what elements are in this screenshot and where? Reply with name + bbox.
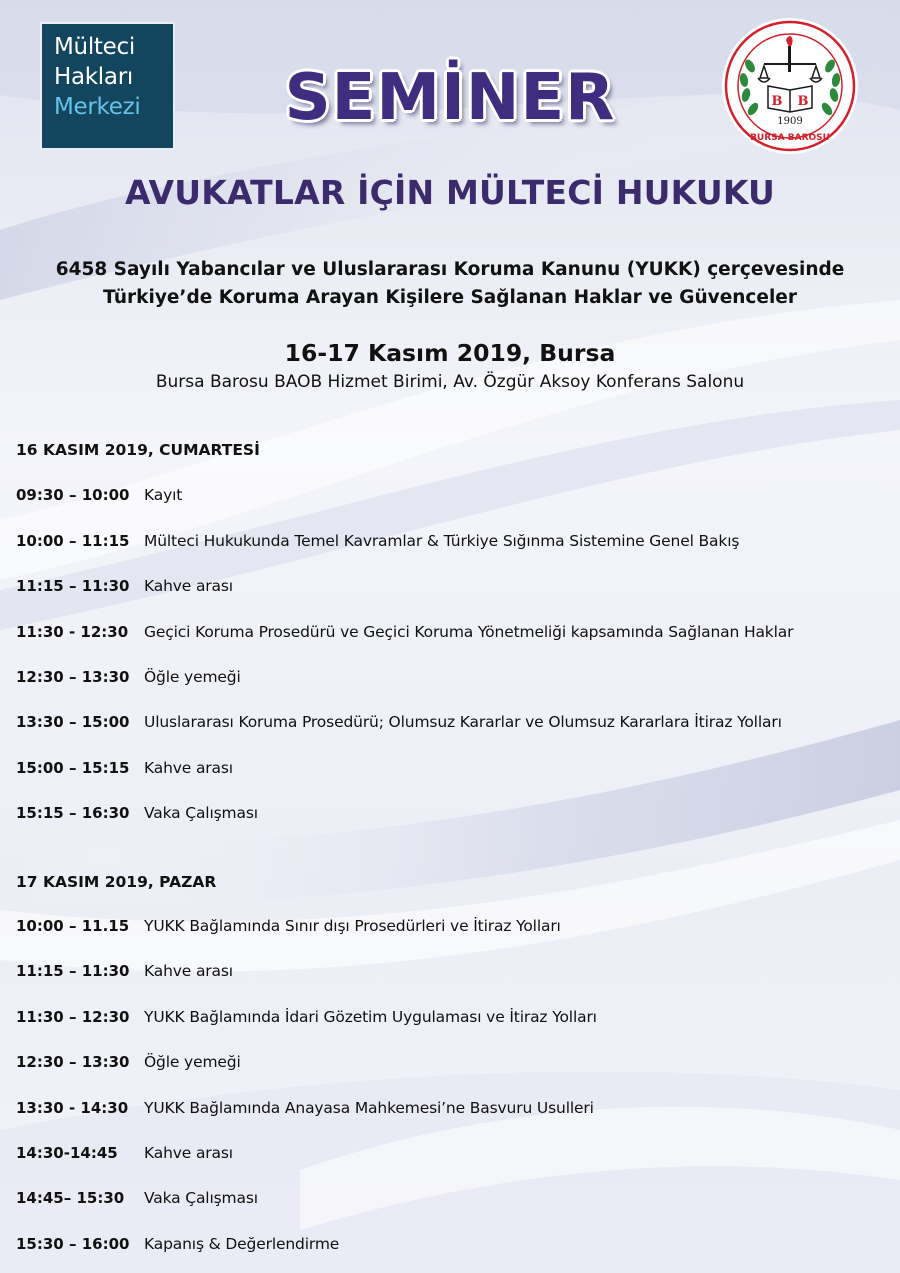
session-title: Öğle yemeği [144,1053,241,1071]
page-title: AVUKATLAR İÇİN MÜLTECİ HUKUKU [124,173,776,212]
session-title: Vaka Çalışması [144,804,258,822]
session-title: YUKK Bağlamında İdari Gözetim Uygulaması ve İtiraz Yolları [144,1008,597,1026]
schedule-row [16,529,886,553]
session-time: 11:15 – 11:30 [16,962,130,980]
schedule-row [16,665,886,689]
session-time: 12:30 – 13:30 [16,668,130,686]
schedule-row [16,1232,886,1256]
seal-year: 1909 [777,116,803,127]
schedule-row [16,1050,886,1074]
schedule-row [16,710,886,734]
session-title: Öğle yemeği [144,668,241,686]
schedule-row [16,1096,886,1120]
logo-line-1: Mülteci [54,34,135,60]
subtitle-line-1: 6458 Sayılı Yabancılar ve Uluslararası Koruma Kanunu (YUKK) çerçevesinde [55,259,845,280]
session-time: 12:30 – 13:30 [16,1053,130,1071]
schedule-row [16,1141,886,1165]
seal-name: BURSA BAROSU [750,133,830,143]
day-heading-2: 17 KASIM 2019, PAZAR [16,873,217,891]
session-title: Vaka Çalışması [144,1189,258,1207]
logo-line-2: Hakları [54,64,133,90]
session-title: YUKK Bağlamında Sınır dışı Prosedürleri ve İtiraz Yolları [144,917,561,935]
seminar-label: SEMİNER [284,61,616,135]
session-time: 14:30-14:45 [16,1144,118,1162]
session-title: Kahve arası [144,962,233,980]
session-time: 11:30 – 12:30 [16,1008,130,1026]
schedule-row [16,483,886,507]
session-time: 11:15 – 11:30 [16,577,130,595]
schedule-row [16,959,886,983]
seal-initial-right: B [797,94,809,109]
session-title: Kayıt [144,486,183,504]
schedule-row [16,756,886,780]
schedule-row [16,620,886,644]
session-time: 10:00 – 11:15 [16,532,130,550]
session-time: 10:00 – 11.15 [16,917,130,935]
schedule-row [16,914,886,938]
session-title: Uluslararası Koruma Prosedürü; Olumsuz Kararlar ve Olumsuz Kararlara İtiraz Yolları [144,713,782,731]
session-time: 15:15 – 16:30 [16,804,130,822]
session-time: 15:30 – 16:00 [16,1235,130,1253]
logo-line-3: Merkezi [54,94,141,120]
session-time: 14:45– 15:30 [16,1189,125,1207]
session-time: 11:30 - 12:30 [16,623,129,641]
session-title: Kahve arası [144,1144,233,1162]
session-time: 13:30 – 15:00 [16,713,130,731]
schedule-row [16,1186,886,1210]
session-title: Kapanış & Değerlendirme [144,1235,340,1253]
session-time: 13:30 - 14:30 [16,1099,129,1117]
day-heading-1: 16 KASIM 2019, CUMARTESİ [16,441,260,459]
session-title: Kahve arası [144,759,233,777]
session-time: 09:30 – 10:00 [16,486,130,504]
schedule-row [16,801,886,825]
session-title: Geçici Koruma Prosedürü ve Geçici Koruma Yönetmeliği kapsamında Sağlanan Haklar [144,623,794,641]
session-title: Kahve arası [144,577,233,595]
subtitle-line-2: Türkiye’de Koruma Arayan Kişilere Sağlanan Haklar ve Güvenceler [103,287,797,308]
schedule-row [16,1005,886,1029]
event-venue: Bursa Barosu BAOB Hizmet Birimi, Av. Özgür Aksoy Konferans Salonu [155,372,745,392]
seal-initial-left: B [771,94,783,109]
schedule-row [16,574,886,598]
session-title: YUKK Bağlamında Anayasa Mahkemesi’ne Basvuru Usulleri [144,1099,594,1117]
event-date: 16-17 Kasım 2019, Bursa [284,339,616,367]
session-time: 15:00 – 15:15 [16,759,130,777]
session-title: Mülteci Hukukunda Temel Kavramlar & Türkiye Sığınma Sistemine Genel Bakış [144,532,740,550]
